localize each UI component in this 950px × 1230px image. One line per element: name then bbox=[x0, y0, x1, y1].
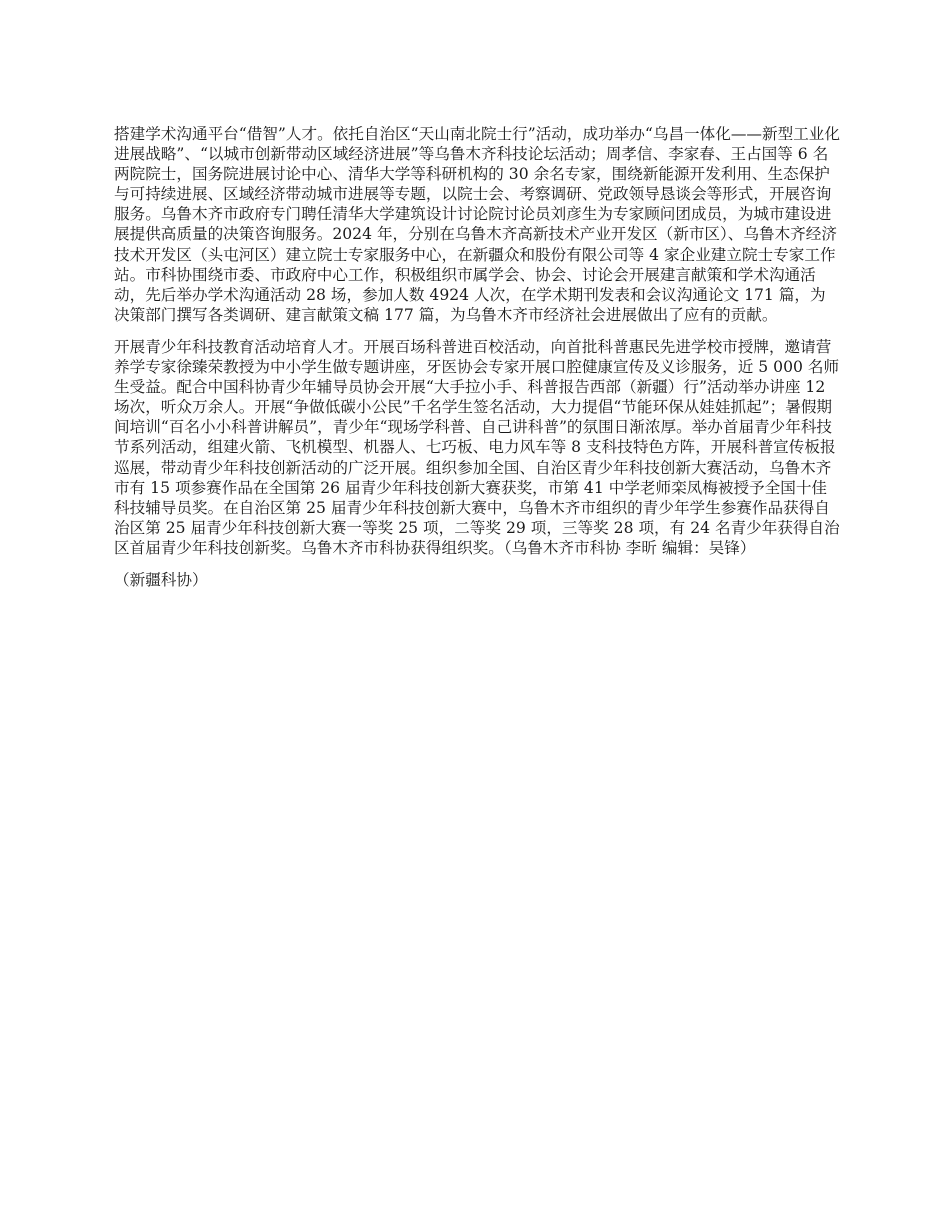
paragraph-youth-education: 开展青少年科技教育活动培育人才。开展百场科普进百校活动，向首批科普惠民先进学校市授牌，邀请营养学专家徐臻荣教授为中小学生做专题讲座，牙医协会专家开展口腔健康宣传及义诊服务，近 5 000 名师生受益。配合中国科协青少年辅导员协会开展“大手拉小手、科普报告西部（新疆）行”活动举办讲座 12 场次，听众万余人。开展“争做低碳小公民”千名学生签名活动，大力提倡“节能环保从娃娃抓起”；暑假期间培训“百名小小科普讲解员”，青少年“现场学科普、自己讲科普”的氛围日渐浓厚。举办首届青少年科技节系列活动，组建火箭、飞机模型、机器人、七巧板、电力风车等 8 支科技特色方阵，开展科普宣传板报巡展，带动青少年科技创新活动的广泛开展。组织参加全国、自治区青少年科技创新大赛活动，乌鲁木齐市有 15 项参赛作品在全国第 26 届青少年科技创新大赛获奖，市第 41 中学老师栾凤梅被授予全国十佳科技辅导员奖。在自治区第 25 届青少年科技创新大赛中，乌鲁木齐市组织的青少年学生参赛作品获得自治区第 25 届青少年科技创新大赛一等奖 25 项，二等奖 29 项，三等奖 28 项，有 24 名青少年获得自治区首届青少年科技创新奖。乌鲁木齐市科协获得组织奖。（乌鲁木齐市科协 李昕 编辑：吴锋） bbox=[114, 337, 840, 557]
document-body bbox=[114, 124, 841, 590]
source-attribution: （新疆科协） bbox=[114, 570, 208, 589]
paragraph-academic-exchange: 搭建学术沟通平台“借智”人才。依托自治区“天山南北院士行”活动，成功举办“乌昌一体化——新型工业化进展战略”、“以城市创新带动区域经济进展”等乌鲁木齐科技论坛活动；周孝信、李家春、王占国等 6 名两院院士，国务院进展讨论中心、清华大学等科研机构的 30 余名专家，围绕新能源开发利用、生态保护与可持续进展、区域经济带动城市进展等专题，以院士会、考察调研、党政领导恳谈会等形式，开展咨询服务。乌鲁木齐市政府专门聘任清华大学建筑设计讨论院讨论员刘彦生为专家顾问团成员，为城市建设进展提供高质量的决策咨询服务。2024 年，分别在乌鲁木齐高新技术产业开发区（新市区）、乌鲁木齐经济技术开发区（头屯河区）建立院士专家服务中心，在新疆众和股份有限公司等 4 家企业建立院士专家工作站。市科协围绕市委、市政府中心工作，积极组织市属学会、协会、讨论会开展建言献策和学术沟通活动，先后举办学术沟通活动 28 场，参加人数 4924 人次，在学术期刊发表和会议沟通论文 171 篇，为决策部门撰写各类调研、建言献策文稿 177 篇，为乌鲁木齐市经济社会进展做出了应有的贡献。 bbox=[114, 125, 840, 324]
